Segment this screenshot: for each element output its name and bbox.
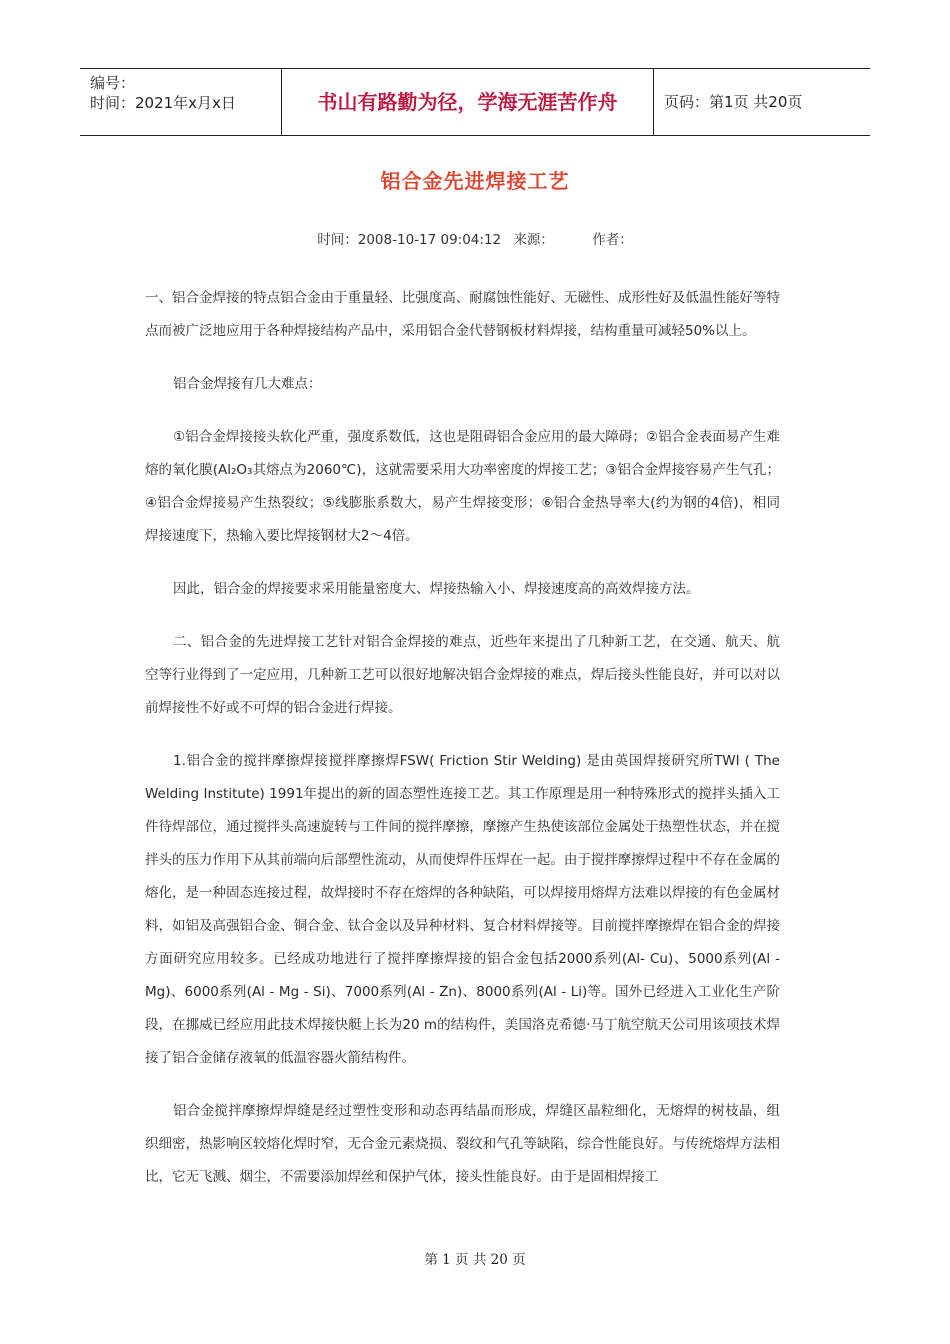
page-footer: 第 1 页 共 20 页 xyxy=(424,1252,526,1268)
article-time: 时间：2008-10-17 09:04:12 xyxy=(317,232,502,248)
paragraph-fsw: 1.铝合金的搅拌摩擦焊接搅拌摩擦焊FSW( Friction Stir Welding) 是由英国焊接研究所TWI ( The Welding Institute) 1991年提出的新的固态塑性连接工艺。其工作原理是用一种特殊形式的搅拌头插入工件待焊部位，通过搅拌头高速旋转与工件间的搅拌摩擦，摩擦产生热使该部位金属处于热塑性状态，并在搅拌头的压力作用下从其前端向后部塑性流动，从而使焊件压焊在一起。由于搅拌摩擦焊过程中不存在金属的熔化，是一种固态连接过程，故焊接时不存在熔焊的各种缺陷，可以焊接用熔焊方法难以焊接的有色金属材料，如铝及高强铝合金、铜合金、钛合金以及异种材料、复合材料焊接等。目前搅拌摩擦焊在铝合金的焊接方面研究应用较多。已经成功地进行了搅拌摩擦焊接的铝合金包括2000系列(Al- Cu)、5000系列(Al -Mg)、6000系列(Al - Mg - Si)、7000系列(Al - Zn)、8000系列(Al - Li)等。国外已经进入工业化生产阶段，在挪威已经应用此技术焊接快艇上长为20 m的结构件，美国洛克希德·马丁航空航天公司用该项技术焊接了铝合金储存液氧的低温容器火箭结构件。 xyxy=(145,753,780,1066)
article-title: 铝合金先进焊接工艺 xyxy=(380,169,570,193)
header-page-info: 页码：第1页 共20页 xyxy=(664,93,803,111)
header-motto: 书山有路勤为径，学海无涯苦作舟 xyxy=(282,69,654,135)
paragraph-intro: 一、铝合金焊接的特点铝合金由于重量轻、比强度高、耐腐蚀性能好、无磁性、成形性好及低温性能好等特点而被广泛地应用于各种焊接结构产品中，采用铝合金代替钢板材料焊接，结构重量可减轻50%以上。 xyxy=(145,290,780,339)
article-source: 来源： xyxy=(513,232,554,248)
article-body xyxy=(145,282,780,1214)
article-author: 作者： xyxy=(592,232,633,248)
header-info-cell xyxy=(80,69,282,135)
article-meta xyxy=(0,228,950,248)
document-number-label: 编号： xyxy=(90,74,136,92)
paragraph-advanced-process: 二、铝合金的先进焊接工艺针对铝合金焊接的难点，近些年来提出了几种新工艺，在交通、航天、航空等行业得到了一定应用，几种新工艺可以很好地解决铝合金焊接的难点，焊后接头性能良好，并可以对以前焊接性不好或不可焊的铝合金进行焊接。 xyxy=(145,634,780,716)
paragraph-difficulties-heading: 铝合金焊接有几大难点： xyxy=(173,376,322,392)
paragraph-fsw-weld: 铝合金搅拌摩擦焊焊缝是经过塑性变形和动态再结晶而形成，焊缝区晶粒细化，无熔焊的树枝晶，组织细密，热影响区较熔化焊时窄，无合金元素烧损、裂纹和气孔等缺陷，综合性能良好。与传统熔焊方法相比，它无飞溅、烟尘，不需要添加焊丝和保护气体，接头性能良好。由于是固相焊接工 xyxy=(145,1103,780,1185)
paragraph-conclusion: 因此，铝合金的焊接要求采用能量密度大、焊接热输入小、焊接速度高的高效焊接方法。 xyxy=(173,581,700,597)
document-time-label: 时间：2021年x月x日 xyxy=(90,94,236,112)
document-header-table xyxy=(80,68,870,136)
paragraph-difficulties-list: ①铝合金焊接接头软化严重，强度系数低，这也是阻碍铝合金应用的最大障碍；②铝合金表面易产生难熔的氧化膜(Al₂O₃其熔点为2060℃)，这就需要采用大功率密度的焊接工艺；③铝合金焊接容易产生气孔；④铝合金焊接易产生热裂纹；⑤线膨胀系数大，易产生焊接变形；⑥铝合金热导率大(约为钢的4倍)，相同焊接速度下，热输入要比焊接钢材大2～4倍。 xyxy=(145,429,780,544)
